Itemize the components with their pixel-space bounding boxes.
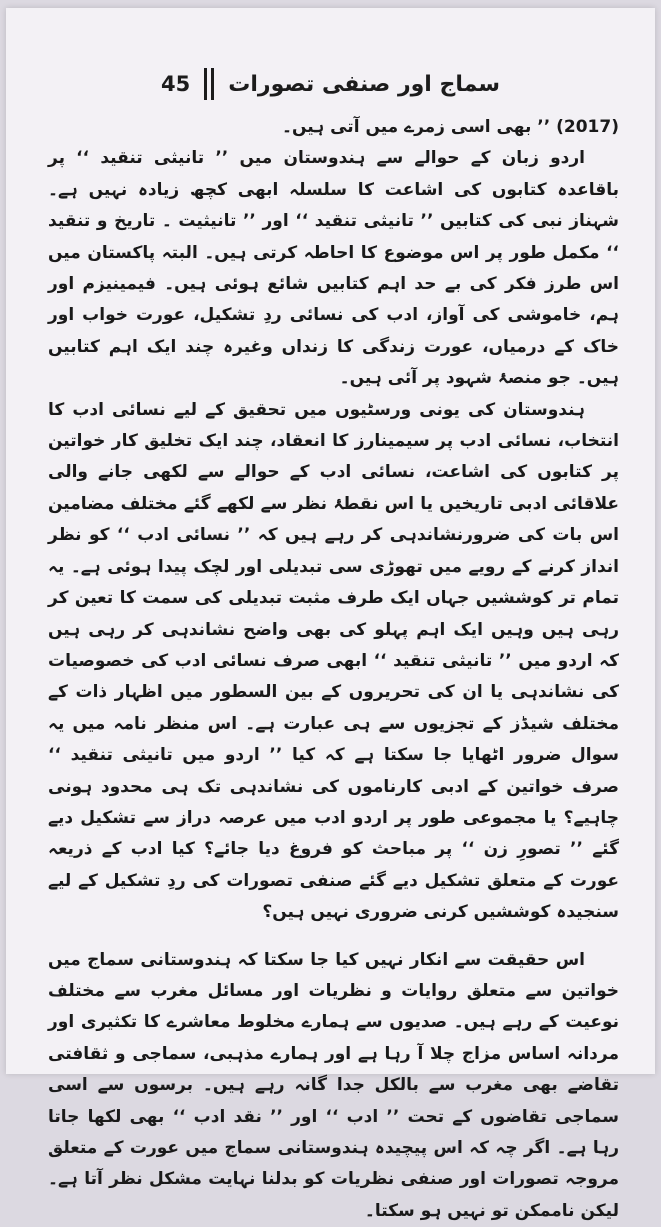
running-head-title: سماج اور صنفی تصورات — [228, 71, 500, 97]
paragraph-2: اردو زبان کے حوالے سے ہندوستان میں ’’ تانیثی تنقید ‘‘ پر باقاعدہ کتابوں کی اشاعت کا سلسلہ ابھی کچھ زیادہ نہیں ہے۔ شہناز نبی کی کتابیں ’’ تانیثی تنقید ‘‘ اور ’’ تانیثیت ۔ تاریخ و تنقید ‘‘ مکمل طور پر اس موضوع کا احاطہ کرتی ہیں۔ البتہ پاکستان میں اس طرز فکر کی بے حد اہم کتابیں شائع ہوئی ہیں۔ فیمینیزم اور ہم، خاموشی کی آواز، ادب کی نسائی ردِ تشکیل، عورت خواب اور خاک کے درمیاں، عورت زندگی کا زنداں وغیرہ چند ایک اہم کتابیں ہیں۔ جو منصۂ شہود پر آئی ہیں۔ — [48, 148, 619, 389]
running-head — [6, 64, 655, 104]
paragraph-1: (2017) ’’ بھی اسی زمرے میں آتی ہیں۔ — [282, 117, 619, 137]
paragraph-3: ہندوستان کی یونی ورسٹیوں میں تحقیق کے لیے نسائی ادب کا انتخاب، نسائی ادب پر سیمینارز کا انعقاد، چند ایک تخلیق کار خواتین پر کتابوں کی اشاعت، نسائی ادب کے حوالے سے لکھی جانے والی علاقائی ادبی تاریخیں یا اس نقطۂ نظر سے لکھے گئے مختلف مضامین اس بات کی ضرورنشاندہی کر رہے ہیں کہ ’’ نسائی ادب ‘‘ کو نظر انداز کرنے کے رویے میں تھوڑی سی تبدیلی اور لچک پیدا ہوئی ہے۔ یہ تمام تر کوششیں جہاں ایک طرف مثبت تبدیلی کی سمت کا تعین کر رہی ہیں وہیں ایک اہم پہلو کی بھی واضح نشاندہی کر رہی ہیں کہ اردو میں ’’ تانیثی تنقید ‘‘ ابھی صرف نسائی ادب کی خصوصیات کی نشاندہی یا ان کی تحریروں کے بین السطور میں اظہار ذات کے مختلف شیڈز کے تجزیوں سے ہی عبارت ہے۔ اس منظر نامہ میں یہ سوال ضرور اٹھایا جا سکتا ہے کہ کیا ’’ اردو میں تانیثی تنقید ‘‘ صرف خواتین کے ادبی کارناموں کی نشاندہی تک ہی محدود ہونی چاہیے؟ یا مجموعی طور پر اردو ادب میں عرصہ دراز سے تشکیل دیے گئے ’’ تصورِ زن ‘‘ پر مباحث کو فروغ دیا جائے؟ کیا ادب کے ذریعہ عورت کے متعلق تشکیل دیے گئے صنفی تصورات کی ردِ تشکیل کے لیے سنجیدہ کوششیں کرنی ضروری نہیں ہیں؟ — [48, 399, 619, 923]
paragraph-4: اس حقیقت سے انکار نہیں کیا جا سکتا کہ ہندوستانی سماج میں خواتین سے متعلق روایات و نظریات اور مسائل مغرب سے مختلف نوعیت کے رہے ہیں۔ صدیوں سے ہمارے مخلوط معاشرے کا تکثیری اور مردانہ اساس مزاج چلا آ رہا ہے اور ہمارے مذہبی، سماجی و ثقافتی تقاضے بھی مغرب سے بالکل جدا گانہ رہے ہیں۔ برسوں سے اسی سماجی تقاضوں کے تحت ’’ ادب ‘‘ اور ’’ نقد ادب ‘‘ بھی لکھا جاتا رہا ہے۔ اگر چہ کہ اس پیچیدہ ہندوستانی سماج میں عورت کے متعلق مروجہ تصورات اور صنفی نظریات کو بدلنا نہایت مشکل نظر آتا ہے۔ لیکن ناممکن تو نہیں ہو سکتا۔ — [48, 949, 619, 1221]
body-text — [48, 112, 619, 1227]
page-number: 45 — [161, 72, 191, 96]
book-page — [6, 8, 655, 1221]
running-head-separator — [204, 68, 214, 100]
